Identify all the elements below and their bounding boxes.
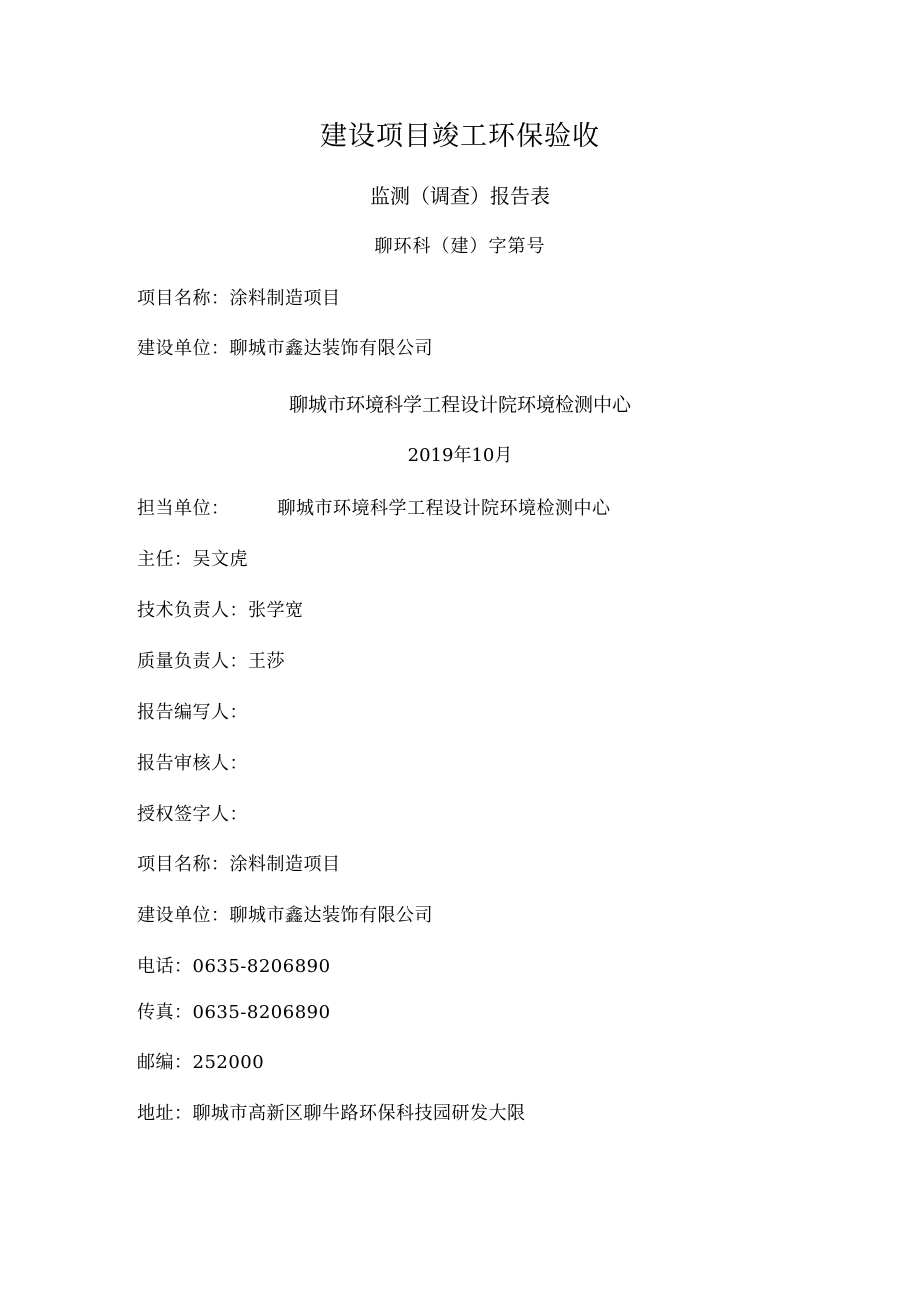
- fax-line: 传真：0635-8206890: [137, 1002, 331, 1023]
- director-line: 主任：吴文虎: [137, 549, 248, 570]
- phone-line: 电话：0635-8206890: [137, 956, 331, 977]
- quality-lead-line: 质量负责人：王莎: [137, 651, 285, 672]
- issuing-organization: 聊城市环境科学工程设计院环境检测中心: [288, 394, 631, 416]
- responsible-unit-label: 担当单位：: [137, 498, 230, 519]
- cover-project-label: 项目名称：: [137, 288, 230, 309]
- cover-builder-value: 聊城市鑫达装饰有限公司: [229, 338, 433, 359]
- authorized-signer-line: 授权签字人：: [137, 804, 248, 825]
- document-subtitle: 监测（调查）报告表: [370, 184, 550, 208]
- document-number: 聊环科（建）字第号: [374, 236, 546, 257]
- cover-project-value: 涂料制造项目: [229, 288, 341, 309]
- responsible-unit: [137, 494, 611, 520]
- document-title: 建设项目竣工环保验收: [320, 121, 600, 152]
- cover-project-name: [137, 284, 341, 310]
- report-date: 2019年10月: [407, 445, 513, 466]
- project-name-line: 项目名称：涂料制造项目: [137, 854, 341, 875]
- report-reviewer-line: 报告审核人：: [137, 753, 248, 774]
- responsible-unit-value: 聊城市环境科学工程设计院环境检测中心: [277, 498, 611, 519]
- cover-builder-label: 建设单位：: [137, 338, 230, 359]
- technical-lead-line: 技术负责人：张学宽: [137, 600, 304, 621]
- postcode-line: 邮编：252000: [137, 1052, 265, 1073]
- address-line: 地址：聊城市高新区聊牛路环保科技园研发大限: [137, 1103, 526, 1124]
- cover-builder: [137, 334, 433, 360]
- report-writer-line: 报告编写人：: [137, 702, 248, 723]
- builder-line: 建设单位：聊城市鑫达装饰有限公司: [137, 905, 433, 926]
